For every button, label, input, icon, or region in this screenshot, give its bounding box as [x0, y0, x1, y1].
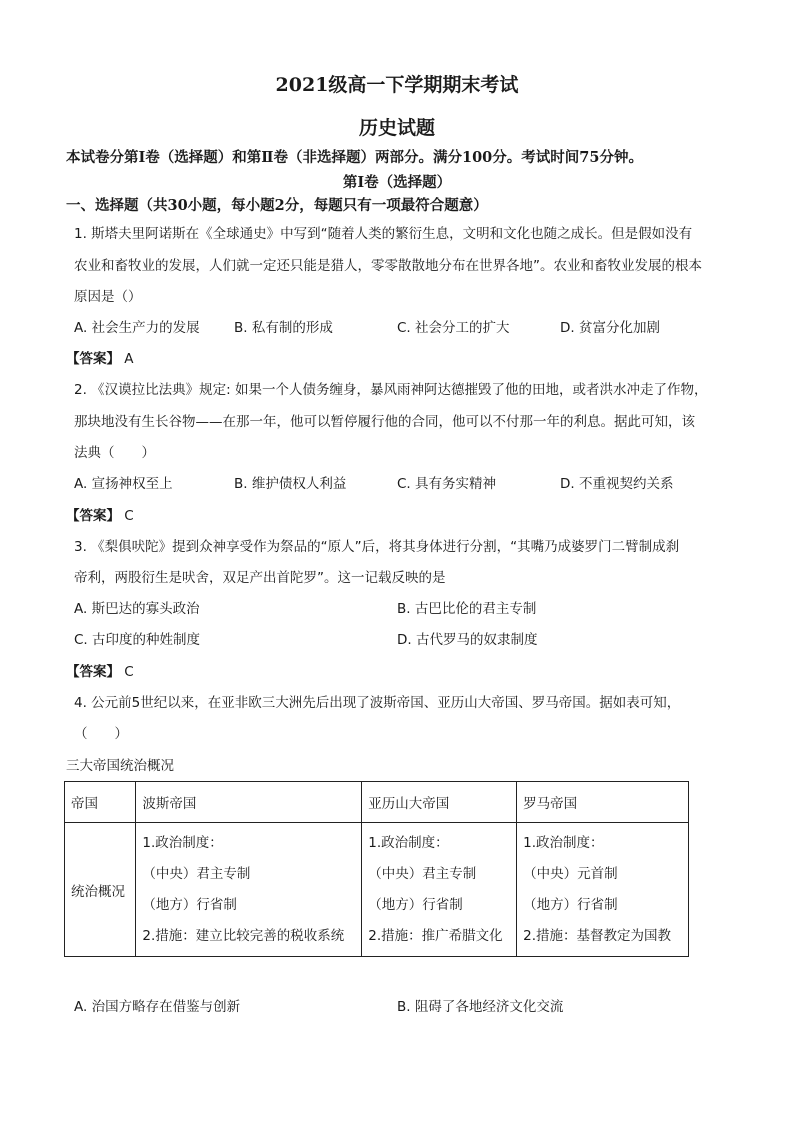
q1-stem-line-2: 农业和畜牧业的发展，人们就一定还只能是猎人，零零散散地分布在世界各地”。农业和畜牧业发展的根本 — [74, 258, 702, 274]
subject-title: 历史试题 — [358, 117, 435, 139]
answer-tag: 【答案】 — [66, 351, 120, 367]
answer-value: C — [124, 508, 134, 524]
cell-line: （地方）行省制 — [142, 896, 237, 913]
exam-intro: 本试卷分第Ⅰ卷（选择题）和第Ⅱ卷（非选择题）两部分。满分100分。考试时间75分钟。 — [66, 149, 643, 166]
q4-stem-line-1: 4. 公元前5世纪以来，在亚非欧三大洲先后出现了波斯帝国、亚历山大帝国、罗马帝国。据如表可知， — [74, 695, 681, 711]
answer-value: C — [124, 664, 134, 680]
table-cell-rome — [517, 823, 689, 957]
q1-option-d: D. 贫富分化加剧 — [560, 320, 660, 336]
q2-stem-line-3: 法典（ ） — [74, 445, 155, 461]
exam-title: 2021级高一下学期期末考试 — [275, 74, 519, 96]
q1-option-c: C. 社会分工的扩大 — [397, 320, 510, 336]
q4-option-a: A. 治国方略存在借鉴与创新 — [74, 999, 241, 1015]
q1-stem-line-1: 1. 斯塔夫里阿诺斯在《全球通史》中写到“随着人类的繁衍生息，文明和文化也随之成长。但是假如没有 — [74, 226, 693, 242]
q3-stem-line-2: 帝利，两股衍生是吠舍，双足产出首陀罗”。这一记载反映的是 — [74, 570, 446, 586]
q2-option-c: C. 具有务实精神 — [397, 476, 497, 492]
table-header-cell: 罗马帝国 — [517, 782, 689, 823]
q2-option-b: B. 维护债权人利益 — [234, 476, 347, 492]
table-header-cell: 波斯帝国 — [136, 782, 362, 823]
q4-stem-line-2: （ ） — [74, 726, 128, 742]
cell-line: （地方）行省制 — [523, 896, 618, 913]
q3-option-d: D. 古代罗马的奴隶制度 — [397, 632, 538, 648]
table-row-label: 统治概况 — [65, 823, 136, 957]
q3-option-b: B. 古巴比伦的君主专制 — [397, 601, 537, 617]
cell-line: （中央）元首制 — [523, 865, 618, 882]
table-header-cell: 帝国 — [65, 782, 136, 823]
q2-stem-line-1: 2. 《汉谟拉比法典》规定: 如果一个人债务缠身，暴风雨神阿达德摧毁了他的田地，或者洪水冲走了作物， — [74, 382, 708, 398]
q2-stem-line-2: 那块地没有生长谷物——在那一年，他可以暂停履行他的合同，他可以不付那一年的利息。据此可知，该 — [74, 414, 695, 430]
table-header-row — [65, 782, 689, 823]
section-heading: 一、选择题（共30小题，每小题2分，每题只有一项最符合题意） — [66, 197, 488, 214]
q4-table-caption: 三大帝国统治概况 — [66, 758, 174, 774]
volume-heading: 第Ⅰ卷（选择题） — [342, 174, 452, 191]
q3-answer — [66, 662, 134, 682]
q1-stem-line-3: 原因是（） — [74, 289, 142, 305]
cell-line: （中央）君主专制 — [368, 865, 477, 882]
answer-tag: 【答案】 — [66, 508, 120, 524]
cell-line: 2.措施：基督教定为国教 — [523, 927, 672, 944]
cell-line: 2.措施：推广希腊文化 — [368, 927, 503, 944]
cell-line: 1.政治制度： — [523, 834, 604, 851]
q1-option-a: A. 社会生产力的发展 — [74, 320, 200, 336]
q2-option-d: D. 不重视契约关系 — [560, 476, 674, 492]
q2-answer — [66, 506, 134, 526]
table-row — [65, 823, 689, 957]
q2-option-a: A. 宣扬神权至上 — [74, 476, 173, 492]
cell-line: 1.政治制度： — [142, 834, 223, 851]
cell-line: （中央）君主专制 — [142, 865, 251, 882]
table-header-cell: 亚历山大帝国 — [362, 782, 517, 823]
answer-value: A — [124, 351, 134, 367]
table-cell-persia — [136, 823, 362, 957]
q3-option-c: C. 古印度的种姓制度 — [74, 632, 201, 648]
q1-option-b: B. 私有制的形成 — [234, 320, 333, 336]
answer-tag: 【答案】 — [66, 664, 120, 680]
cell-line: 2.措施：建立比较完善的税收系统 — [142, 927, 345, 944]
q4-option-b: B. 阻碍了各地经济文化交流 — [397, 999, 564, 1015]
empire-table — [64, 781, 689, 957]
table-cell-alexander — [362, 823, 517, 957]
q3-option-a: A. 斯巴达的寡头政治 — [74, 601, 200, 617]
q1-answer — [66, 349, 134, 369]
q3-stem-line-1: 3. 《梨俱吠陀》提到众神享受作为祭品的“原人”后，将其身体进行分割，“其嘴乃成婆罗门二臂制成刹 — [74, 539, 680, 555]
cell-line: 1.政治制度： — [368, 834, 449, 851]
cell-line: （地方）行省制 — [368, 896, 463, 913]
